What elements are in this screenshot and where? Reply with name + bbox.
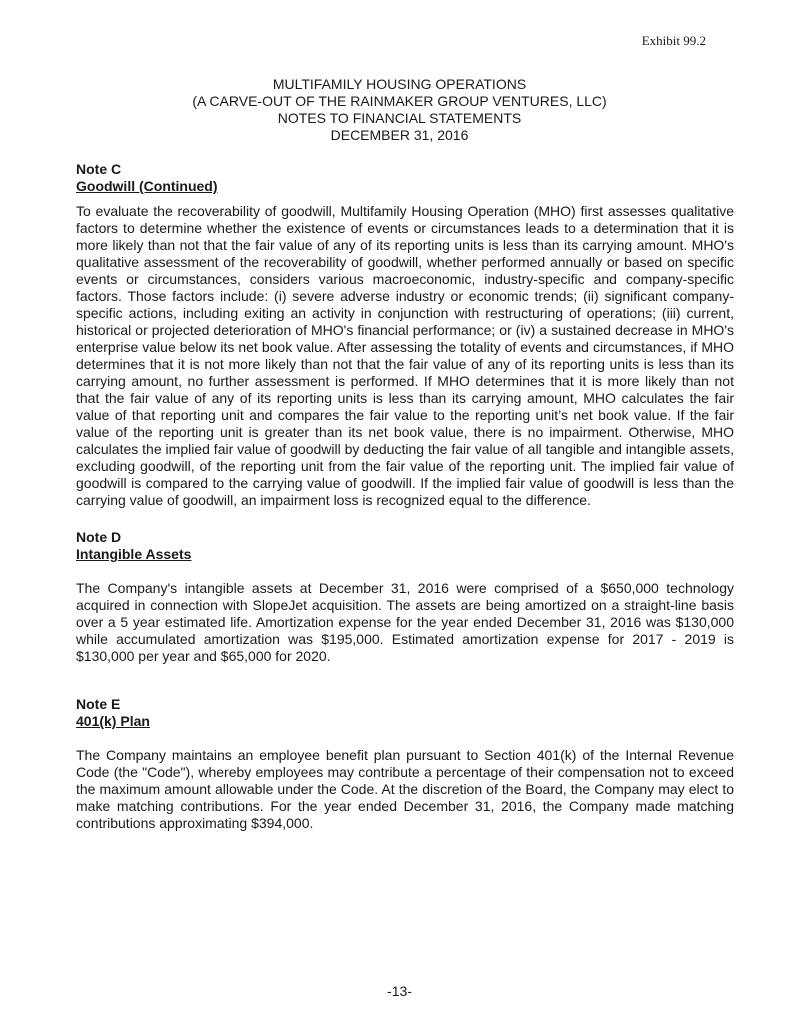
note-e-body: The Company maintains an employee benefit plan pursuant to Section 401(k) of the Internal Revenue Code (the "Code"), whereby employees may contribute a percentage of their compensation not to exceed the maximum amount allowable under the Code. At the discretion of the Board, the Company may elect to make matching contributions. For the year ended December 31, 2016, the Company made matching contributions approximating $394,000. [76,747,734,831]
document-header [0,76,799,144]
note-c-label: Note C [76,161,122,177]
note-c-body: To evaluate the recoverability of goodwill, Multifamily Housing Operation (MHO) first assesses qualitative factors to determine whether the existence of events or circumstances leads to a determination that it is more likely than not that the fair value of any of its reporting units is less than its carrying amount. MHO's qualitative assessment of the recoverability of goodwill, whether performed annually or based on specific events or circumstances, considers various macroeconomic, industry-specific and company-specific factors. Those factors include: (i) severe adverse industry or economic trends; (ii) significant company-specific actions, including exiting an activity in conjunction with restructuring of operations; (iii) current, historical or projected deterioration of MHO's financial performance; or (iv) a sustained decrease in MHO's enterprise value below its net book value. After assessing the totality of events and circumstances, if MHO determines that it is not more likely than not that the fair value of any of its reporting units is less than its carrying amount, no further assessment is performed. If MHO determines that it is more likely than not that the fair value of any of its reporting units is less than its carrying amount, MHO calculates the fair value of that reporting unit and compares the fair value to the reporting unit’s net book value. If the fair value of the reporting unit is greater than its net book value, there is no impairment. Otherwise, MHO calculates the implied fair value of goodwill by deducting the fair value of all tangible and intangible assets, excluding goodwill, of the reporting unit from the fair value of the reporting unit. The implied fair value of goodwill is compared to the carrying value of goodwill. If the implied fair value of goodwill is less than the carrying value of goodwill, an impairment loss is recognized equal to the difference. [76,203,734,508]
note-e-label: Note E [76,696,121,712]
header-carve-out: (A CARVE-OUT OF THE RAINMAKER GROUP VENTURES, LLC) [192,93,607,109]
header-entity-name: MULTIFAMILY HOUSING OPERATIONS [272,76,527,92]
note-c-section [76,161,734,509]
page-number: -13- [387,983,412,999]
exhibit-label: Exhibit 99.2 [641,33,706,48]
note-e-section [76,696,734,832]
note-d-title: Intangible Assets [76,546,192,562]
note-e-title: 401(k) Plan [76,713,150,729]
note-d-label: Note D [76,529,122,545]
note-d-body: The Company's intangible assets at December 31, 2016 were comprised of a $650,000 technology acquired in connection with SlopeJet acquisition. The assets are being amortized on a straight-line basis over a 5 year estimated life. Amortization expense for the year ended December 31, 2016 was $130,000 while accumulated amortization was $195,000. Estimated amortization expense for 2017 - 2019 is $130,000 per year and $65,000 for 2020. [76,580,734,664]
note-d-section [76,529,734,665]
header-statement-title: NOTES TO FINANCIAL STATEMENTS [277,110,522,126]
header-date: DECEMBER 31, 2016 [330,127,469,143]
note-c-title: Goodwill (Continued) [76,178,218,194]
